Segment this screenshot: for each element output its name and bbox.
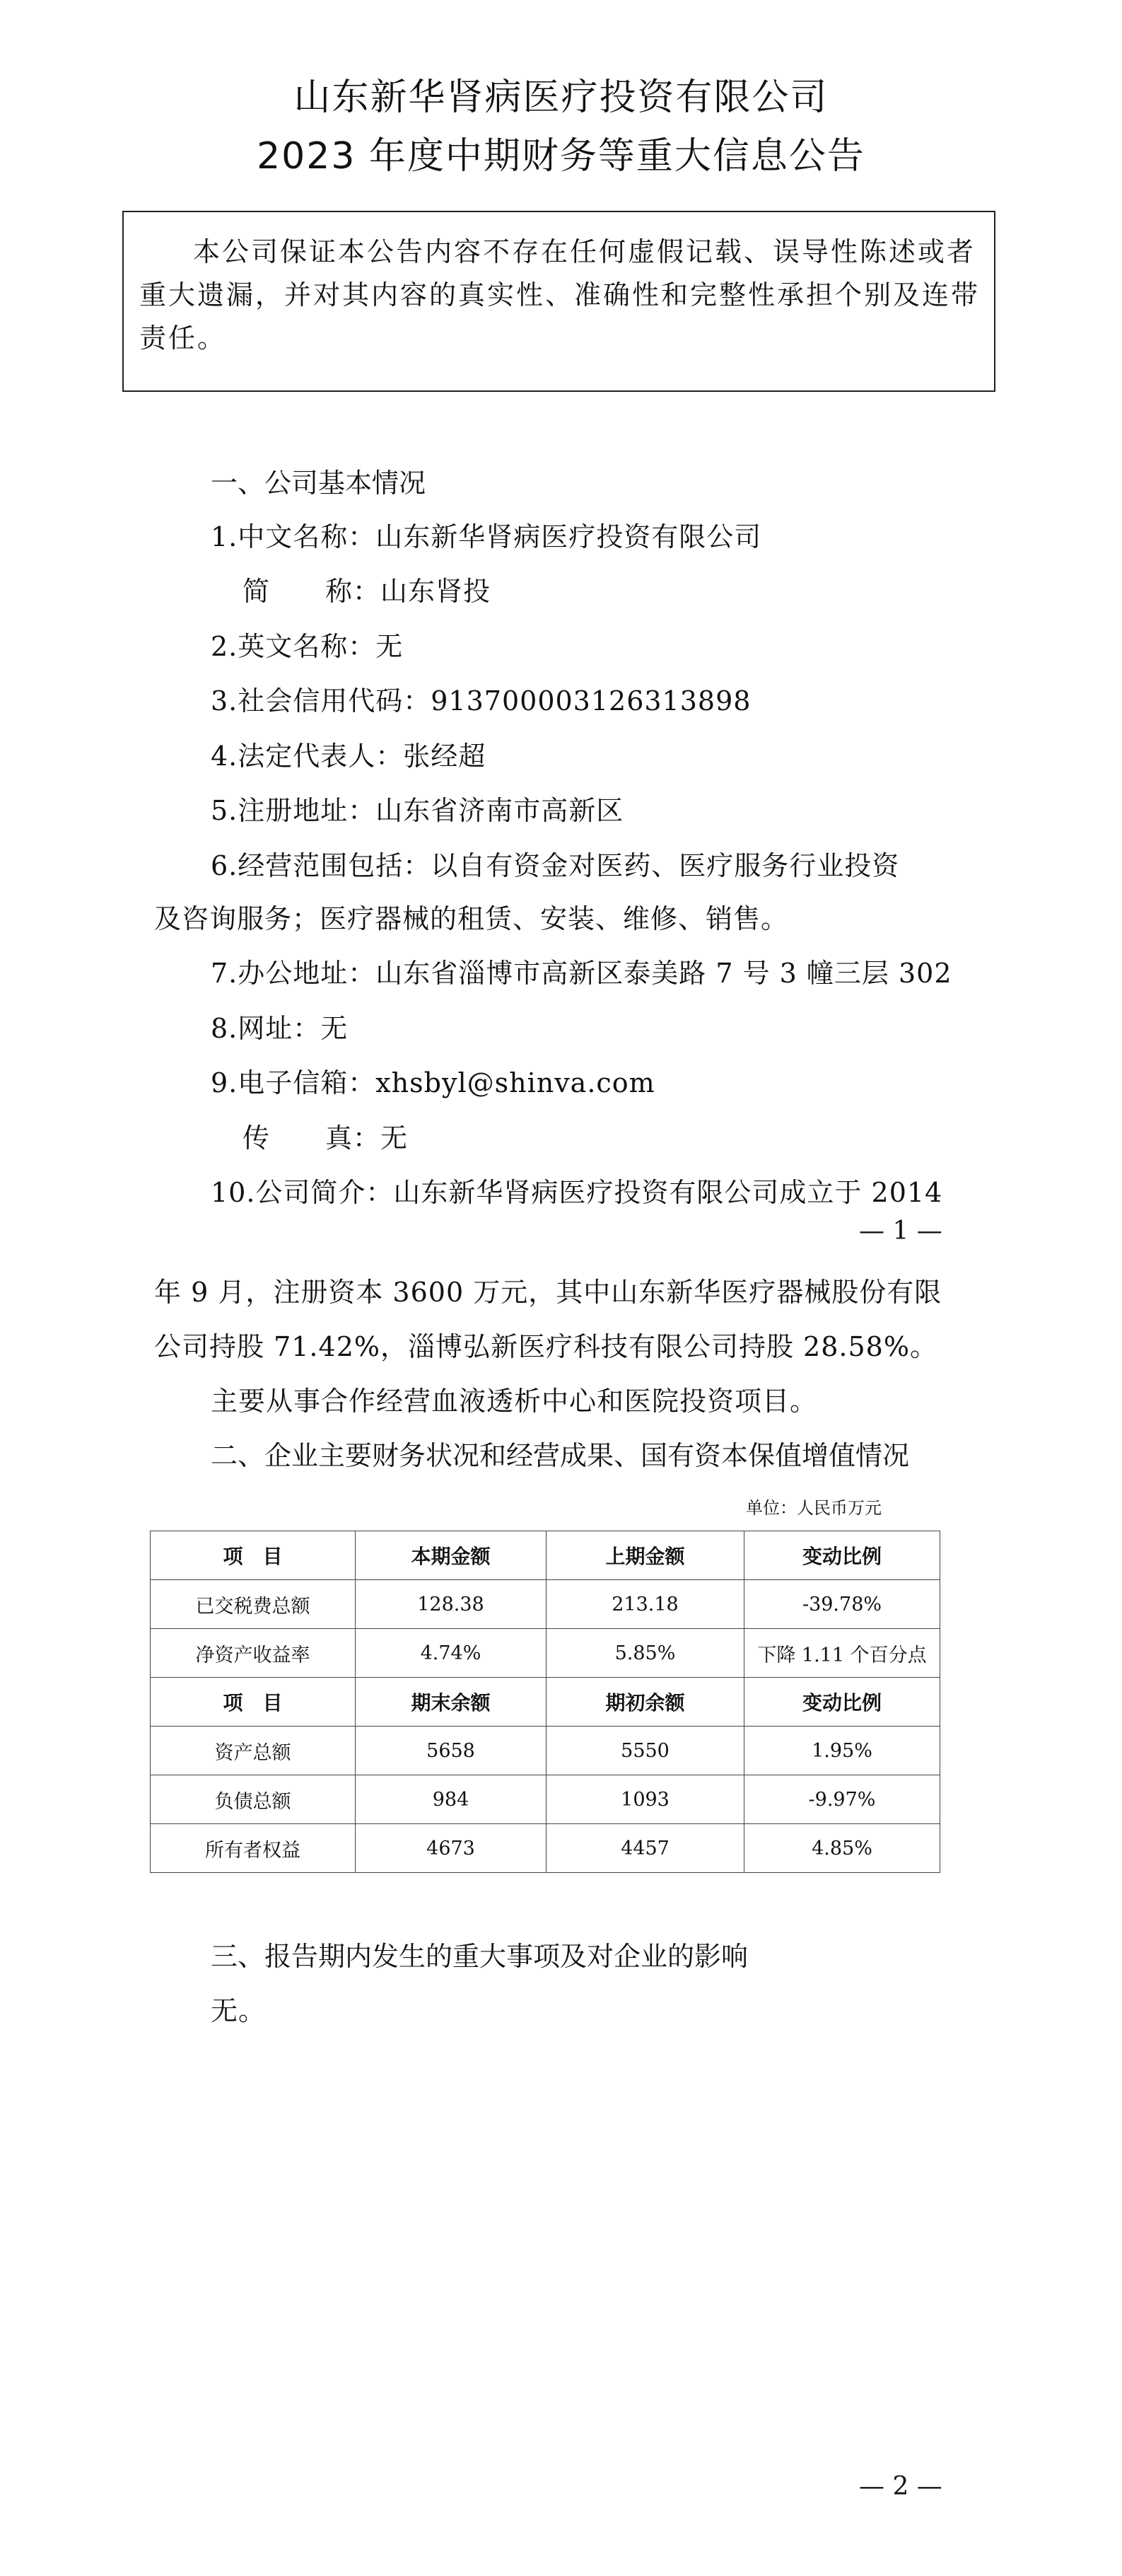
section3-heading: 三、报告期内发生的重大事项及对企业的影响 xyxy=(211,1941,749,1972)
info-business-scope: 6.经营范围包括：以自有资金对医药、医疗服务行业投资 xyxy=(211,850,900,881)
table-row xyxy=(151,1629,940,1678)
info-company-profile: 10.公司简介：山东新华肾病医疗投资有限公司成立于 2014 xyxy=(211,1177,943,1208)
info-legal-rep: 4.法定代表人：张经超 xyxy=(211,741,486,772)
table-cell: 负债总额 xyxy=(151,1775,356,1824)
table-cell: 4.74% xyxy=(356,1629,547,1678)
info-english-name: 2.英文名称：无 xyxy=(211,631,404,662)
page-number-1: — 1 — xyxy=(859,1217,942,1246)
table-cell: 5.85% xyxy=(547,1629,744,1678)
info-office-address: 7.办公地址：山东省淄博市高新区泰美路 7 号 3 幢三层 302 xyxy=(211,958,952,989)
table-header-cell: 上期金额 xyxy=(547,1531,744,1580)
table-cell: 4457 xyxy=(547,1824,744,1873)
financial-table xyxy=(150,1531,940,1873)
table-cell: -39.78% xyxy=(744,1580,940,1629)
table-cell: -9.97% xyxy=(744,1775,940,1824)
profile-continuation-2: 公司持股 71.42%，淄博弘新医疗科技有限公司持股 28.58%。 xyxy=(154,1331,937,1362)
section2-heading: 二、企业主要财务状况和经营成果、国有资本保值增值情况 xyxy=(211,1440,910,1471)
table-cell: 下降 1.11 个百分点 xyxy=(744,1629,940,1678)
info-fax: 传 真：无 xyxy=(242,1122,409,1154)
table-header-cell: 期初余额 xyxy=(547,1678,744,1727)
table-cell: 128.38 xyxy=(356,1580,547,1629)
table-cell: 213.18 xyxy=(547,1580,744,1629)
statement-box xyxy=(122,211,995,392)
page-number-2: — 2 — xyxy=(859,2472,942,2501)
table-cell: 4.85% xyxy=(744,1824,940,1873)
table-header-cell: 项 目 xyxy=(151,1531,356,1580)
info-credit-code: 3.社会信用代码：913700003126313898 xyxy=(211,685,752,716)
table-header-row xyxy=(151,1531,940,1580)
section1-heading: 一、公司基本情况 xyxy=(211,468,426,499)
table-row xyxy=(151,1727,940,1775)
statement-text: 本公司保证本公告内容不存在任何虚假记载、误导性陈述或者重大遗漏，并对其内容的真实性、准确性和完整性承担个别及连带责任。 xyxy=(139,236,981,354)
info-business-scope-cont: 及咨询服务；医疗器械的租赁、安装、维修、销售。 xyxy=(154,903,789,934)
info-registered-address: 5.注册地址：山东省济南市高新区 xyxy=(211,795,624,826)
unit-label: 单位：人民币万元 xyxy=(746,1498,882,1518)
table-cell: 5658 xyxy=(356,1727,547,1775)
info-chinese-name: 1.中文名称：山东新华肾病医疗投资有限公司 xyxy=(211,521,762,552)
table-header-cell: 期末余额 xyxy=(356,1678,547,1727)
table-row xyxy=(151,1775,940,1824)
table-cell: 净资产收益率 xyxy=(151,1629,356,1678)
table-row xyxy=(151,1580,940,1629)
table-header-cell: 项 目 xyxy=(151,1678,356,1727)
info-email: 9.电子信箱：xhsbyl@shinva.com xyxy=(211,1067,655,1098)
table-cell: 984 xyxy=(356,1775,547,1824)
info-website: 8.网址：无 xyxy=(211,1013,349,1044)
table-header-cell: 变动比例 xyxy=(744,1531,940,1580)
table-cell: 已交税费总额 xyxy=(151,1580,356,1629)
table-row xyxy=(151,1824,940,1873)
doc-title-line2: 2023 年度中期财务等重大信息公告 xyxy=(257,135,865,178)
table-cell: 5550 xyxy=(547,1727,744,1775)
table-cell: 所有者权益 xyxy=(151,1824,356,1873)
doc-title-line1: 山东新华肾病医疗投资有限公司 xyxy=(293,76,829,119)
table-header-row xyxy=(151,1678,940,1727)
table-header-cell: 变动比例 xyxy=(744,1678,940,1727)
profile-continuation-3: 主要从事合作经营血液透析中心和医院投资项目。 xyxy=(211,1386,818,1417)
profile-continuation-1: 年 9 月，注册资本 3600 万元，其中山东新华医疗器械股份有限 xyxy=(154,1277,942,1308)
section3-body: 无。 xyxy=(211,1995,267,2026)
table-cell: 1093 xyxy=(547,1775,744,1824)
table-cell: 4673 xyxy=(356,1824,547,1873)
table-cell: 资产总额 xyxy=(151,1727,356,1775)
table-cell: 1.95% xyxy=(744,1727,940,1775)
info-short-name: 简 称：山东肾投 xyxy=(242,576,491,607)
table-header-cell: 本期金额 xyxy=(356,1531,547,1580)
